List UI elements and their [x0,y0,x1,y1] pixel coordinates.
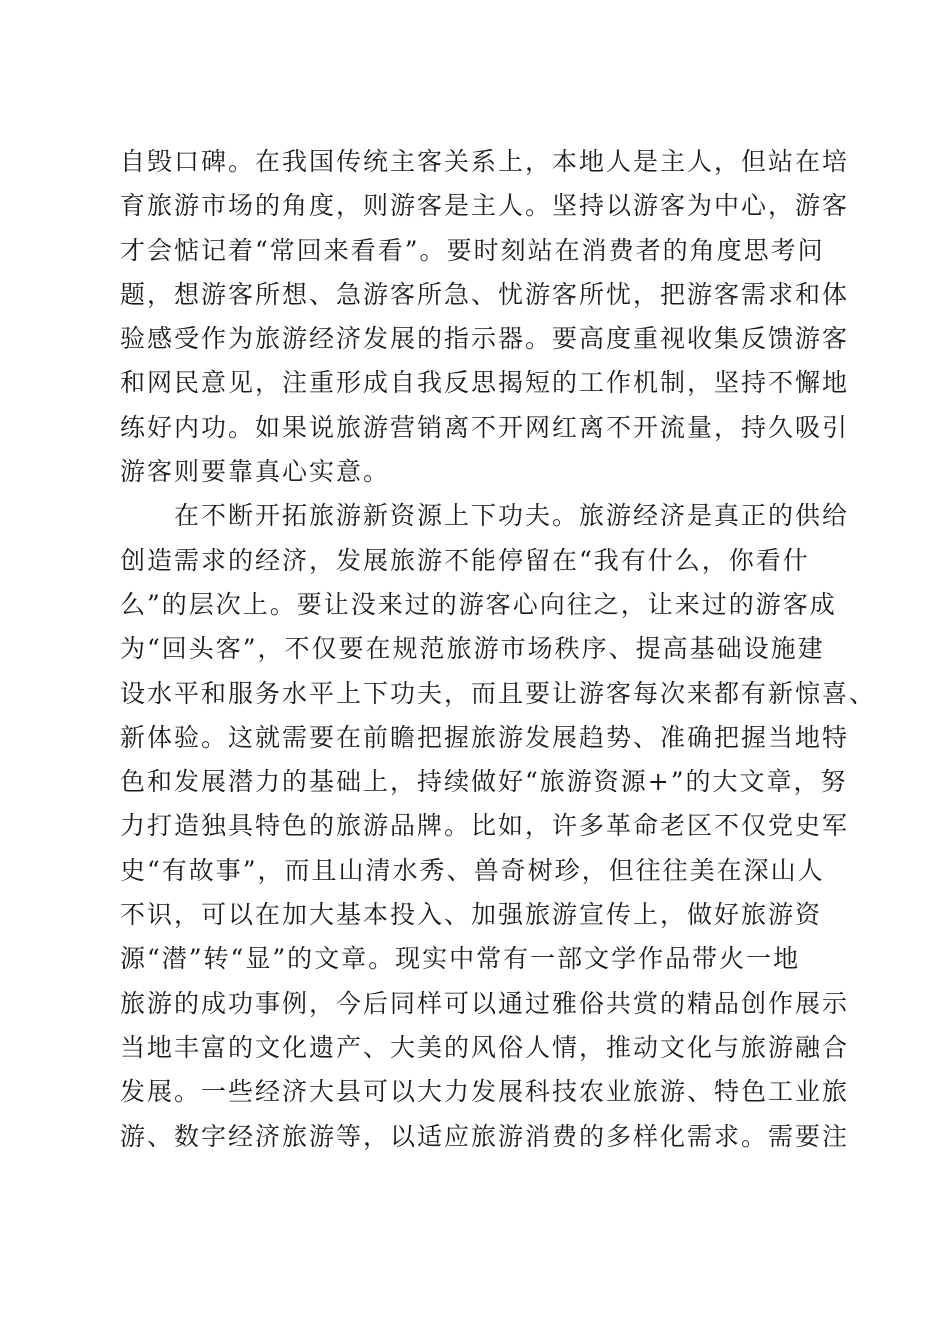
text-line: 色和发展潜力的基础上，持续做好“旅游资源+”的大文章，努 [120,767,848,797]
document-body [120,140,877,1159]
text-line: 新体验。这就需要在前瞻把握旅游发展趋势、准确把握当地特 [120,722,850,752]
text-line: 么”的层次上。要让没来过的游客心向往之，让来过的游客成 [120,589,837,619]
text-line: 验感受作为旅游经济发展的指示器。要高度重视收集反馈游客 [120,324,850,354]
text-line: 游、数字经济旅游等，以适应旅游消费的多样化需求。需要注 [120,1121,850,1151]
text-line: 才会惦记着“常回来看看”。要时刻站在消费者的角度思考问 [120,235,825,265]
text-line: 源“潜”转“显”的文章。现实中常有一部文学作品带火一地 [120,944,801,974]
text-line: 练好内功。如果说旅游营销离不开网红离不开流量，持久吸引 [120,412,850,442]
paragraph-2 [120,494,877,1158]
text-line: 发展。一些经济大县可以大力发展科技农业旅游、特色工业旅 [120,1077,850,1107]
text-line: 为“回头客”，不仅要在规范旅游市场秩序、提高基础设施建 [120,634,825,664]
text-line: 在不断开拓旅游新资源上下功夫。旅游经济是真正的供给 [174,501,850,531]
text-line: 力打造独具特色的旅游品牌。比如，许多革命老区不仅党史军 [120,811,850,841]
text-line: 自毁口碑。在我国传统主客关系上，本地人是主人，但站在培 [120,147,850,176]
text-line: 不识，可以在加大基本投入、加强旅游宣传上，做好旅游资 [120,900,823,930]
text-line: 游客则要靠真心实意。 [120,457,391,487]
text-line: 和网民意见，注重形成自我反思揭短的工作机制，坚持不懈地 [120,368,850,398]
text-line: 设水平和服务水平上下功夫，而且要让游客每次来都有新惊喜、 [120,678,877,708]
text-line: 育旅游市场的角度，则游客是主人。坚持以游客为中心，游客 [120,191,850,221]
text-line: 当地丰富的文化遗产、大美的风俗人情，推动文化与旅游融合 [120,1032,850,1062]
text-line: 旅游的成功事例，今后同样可以通过雅俗共赏的精品创作展示 [120,988,850,1018]
text-line: 史“有故事”，而且山清水秀、兽奇树珍，但往往美在深山人 [120,855,825,885]
text-line: 创造需求的经济，发展旅游不能停留在“我有什么，你看什 [120,545,810,575]
paragraph-1 [120,140,860,494]
text-line: 题，想游客所想、急游客所急、忧游客所忧，把游客需求和体 [120,279,850,309]
